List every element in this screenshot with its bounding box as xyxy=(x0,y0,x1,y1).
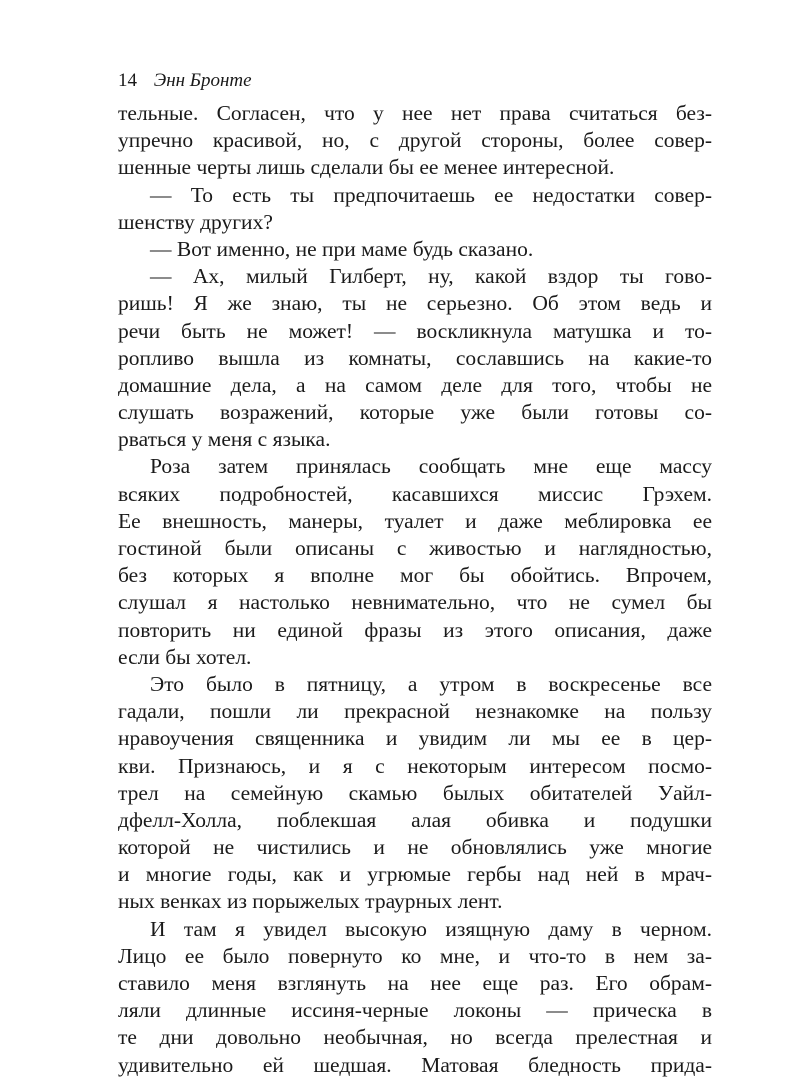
text-line: те дни довольно необычная, но всегда прелестная и xyxy=(118,1025,712,1050)
text-line: ропливо вышла из комнаты, сославшись на какие-то xyxy=(118,345,712,370)
text-line: Ее внешность, манеры, туалет и даже меблировка ее xyxy=(118,508,712,533)
text-line: и многие годы, как и угрюмые гербы над ней в мрач- xyxy=(118,862,712,887)
text-line: гостиной были описаны с живостью и наглядностью, xyxy=(118,536,712,560)
text-line: слушал я настолько невнимательно, что не сумел бы xyxy=(118,590,712,615)
text-line: ришь! Я же знаю, ты не серьезно. Об этом ведь и xyxy=(118,291,712,316)
text-line: гадали, пошли ли прекрасной незнакомке на пользу xyxy=(118,699,712,724)
text-line: повторить ни единой фразы из этого описания, даже xyxy=(118,617,712,642)
text-line: упречно красивой, но, с другой стороны, более совер- xyxy=(118,128,712,153)
page-number: 14 xyxy=(118,70,137,91)
text-line: ставило меня взглянуть на нее еще раз. Его обрам- xyxy=(118,971,712,995)
book-page xyxy=(118,68,712,1079)
text-line: шенные черты лишь сделали бы ее менее интересной. xyxy=(118,155,615,180)
text-line: — Вот именно, не при маме будь сказано. xyxy=(150,236,534,261)
text-line: трел на семейную скамью былых обитателей Уайл- xyxy=(118,780,712,805)
text-line: всяких подробностей, касавшихся миссис Грэхем. xyxy=(118,481,712,506)
text-line: рваться у меня с языка. xyxy=(118,427,331,452)
text-line: шенству других? xyxy=(118,209,273,234)
text-line: тельные. Согласен, что у нее нет права считаться без- xyxy=(118,101,712,125)
text-line: Лицо ее было повернуто ко мне, и что-то в нем за- xyxy=(118,943,712,968)
text-line: — То есть ты предпочитаешь ее недостатки совер- xyxy=(150,182,712,207)
text-line: И там я увидел высокую изящную даму в черном. xyxy=(150,916,712,941)
book-author: Энн Бронте xyxy=(153,70,252,91)
running-head xyxy=(118,68,712,94)
text-line: — Ах, милый Гилберт, ну, какой вздор ты гово- xyxy=(150,264,712,289)
text-line: Роза затем принялась сообщать мне еще массу xyxy=(150,454,712,479)
text-line: ляли длинные иссиня-черные локоны — прическа в xyxy=(118,998,712,1023)
text-line: которой не чистились и не обновлялись уже многие xyxy=(118,835,712,860)
body-text xyxy=(118,100,712,1079)
text-line: Это было в пятницу, а утром в воскресенье все xyxy=(150,671,712,696)
text-line: дфелл-Холла, поблекшая алая обивка и подушки xyxy=(118,807,712,832)
text-line: без которых я вполне мог бы обойтись. Впрочем, xyxy=(118,563,712,588)
text-line: нравоучения священника и увидим ли мы ее в цер- xyxy=(118,726,712,751)
text-line: кви. Признаюсь, и я с некоторым интересом посмо- xyxy=(118,753,712,778)
text-line: домашние дела, а на самом деле для того, чтобы не xyxy=(118,372,712,397)
text-line: слушать возражений, которые уже были готовы со- xyxy=(118,400,712,425)
text-line: удивительно ей шедшая. Матовая бледность прида- xyxy=(118,1052,712,1077)
text-line: ных венках из порыжелых траурных лент. xyxy=(118,889,503,914)
text-line: речи быть не может! — воскликнула матушка и то- xyxy=(118,318,712,343)
text-line: если бы хотел. xyxy=(118,644,252,669)
